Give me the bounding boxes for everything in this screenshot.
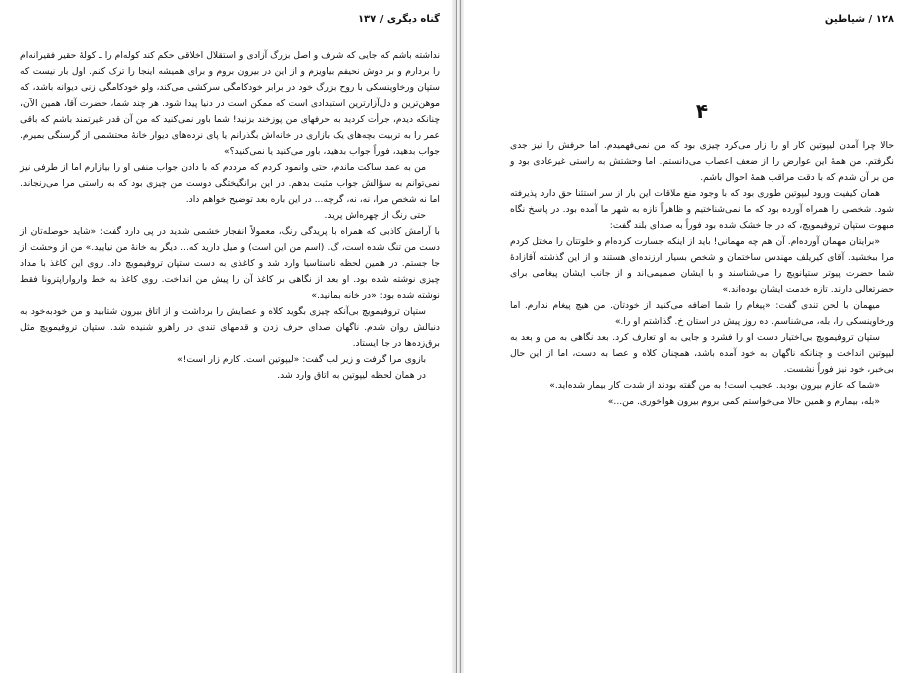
- right-page-running-title: ۱۲۸ / شیاطین: [824, 14, 894, 25]
- left-page-header: [20, 12, 440, 28]
- gutter-line-left: [456, 0, 457, 673]
- paragraph: حالا چرا آمدن لیپوتین کار او را زار می‌کرد چیزی بود که من نمی‌فهمیدم. اما حرفش را نیز جدی نگرفتم. من همهٔ این عوارض را از ضعف اعصاب می‌دانستم. اما وحشتش به راستی غیرعادی بود و من بر آن شدم که با دقت مراقب همهٔ احوال باشم.: [510, 140, 894, 183]
- paragraph: «شما که عازم بیرون بودید. عجیب است! به من گفته بودند از شدت کار بیمار شده‌اید.»: [549, 380, 880, 391]
- paragraph: حتی رنگ از چهره‌اش پرید.: [324, 210, 426, 221]
- left-page-running-title: گناه دیگری / ۱۳۷: [357, 14, 440, 25]
- book-gutter: [452, 0, 464, 673]
- paragraph: در همان لحظه لیپوتین به اتاق وارد شد.: [277, 370, 426, 381]
- paragraph: با آرامش کاذبی که همراه با پریدگی رنگ، معمولاً انفجار خشمی شدید در پی دارد گفت: «شاید حوصله‌تان از دست من تنگ شده است، گ. (اسم من این است) و میل دارید که... دیگر به خانهٔ من نیایید.» من از وحشت از جا جستم. در همین لحظه ناستاسیا وارد شد و کاغذی به دست ستپان تروفیمویچ داد. روی این کاغذ با مداد چیزی نوشته شده بود. او بعد از نگاهی بر کاغذ آن را پیش من انداخت. روی کاغذ به خط وارواراپترونا فقط نوشته شده بود: «در خانه بمانید.»: [20, 226, 440, 301]
- paragraph: بازوی مرا گرفت و زیر لب گفت: «لیپوتین است. کارم زار است!»: [177, 354, 426, 365]
- paragraph: نداشته باشم که جایی که شرف و اصل بزرگ آزادی و استقلال اخلاقی حکم کند کولەام را ـ کولهٔ حقیر فقیرانەام را بردارم و بر دوش نحیفم بیاویزم و از این در بیرون بروم و برای همیشه اینجا را ترک کنم. اول بار نیست که ستپان ورخاوینسکی با روح بزرگ خود در برابر خودکامگی سرکشی می‌کند، ولو خودکامگی زنی دیوانه باشد، که موهن‌ترین و دل‌آزارترین استبدادی است که ممکن است در دنیا پیدا شود. هر چند شما، حضرت آقا، همین الآن، چنانکه دیدم، جرأت کردید به حرفهای من پوزخند بزنید! شما باور نمی‌کنید که من آن قدر غیرتمند باشم که باقی عمر را به تربیت بچه‌های یک بازاری در خانه‌اش بگذرانم یا پای نرده‌های دیوار خانهٔ محتشمی از گرسنگی بمیرم. جواب بدهید، فوراً جواب بدهید، باور می‌کنید یا نمی‌کنید؟»: [20, 50, 440, 157]
- gutter-line-right: [460, 0, 461, 673]
- paragraph: همان کیفیت ورود لیپوتین طوری بود که با وجود منع ملاقات این بار از سر استثنا حق دارد پذیرفته شود. شخصی را همراه آورده بود که ما نمی‌شناختیم و ظاهراً تازه به شهر ما آمده بود. در پاسخ نگاه مبهوت ستپان تروفیمویچ، که در جا خشک شده بود فوراً به صدای بلند گفت:: [510, 188, 894, 231]
- left-page: [0, 0, 452, 673]
- left-page-body: [20, 48, 440, 384]
- paragraph: من به عمد ساکت ماندم، حتی وانمود کردم که مرددم که با دادن جواب منفی او را بیازارم اما از طرفی نیز نمی‌توانم به سؤالش جواب مثبت بدهم. در این برانگیختگی دوست من چیزی بود که به راستی مرا می‌رنجاند. اما نه شخص مرا، نه، نه، گرچه... در این باره بعد توضیح خواهم داد.: [20, 162, 440, 205]
- chapter-number: ۴: [695, 99, 709, 123]
- paragraph: ستپان تروفیمویچ بی‌آنکه چیزی بگوید کلاه و عصایش را برداشت و از اتاق بیرون شتابید و من خودبه‌خود به دنبالش روان شدم. ناگهان صدای حرف زدن و قدمهای تندی در راهرو شنیده شد. ستپان تروفیمویچ مثل برق‌زده‌ها در جا ایستاد.: [20, 306, 440, 349]
- paragraph: میهمان با لحن تندی گفت: «پیغام را شما اضافه می‌کنید از خودتان. من هیچ پیغام ندارم. اما ورخاوینسکی را، بله، می‌شناسم. ده روز پیش در استان خ. گذاشتم او را.»: [510, 300, 894, 327]
- right-page: [464, 0, 908, 673]
- right-page-header: [510, 12, 894, 28]
- paragraph: «برایتان مهمان آورده‌ام. آن هم چه مهمانی! باید از اینکه جسارت کرده‌ام و خلوتتان را مختل کردم مرا ببخشید. آقای کیریلف مهندس ساختمان و شخص بسیار ارزنده‌ای هستند و از این گذشته آقازادهٔ شما حضرت پیوتر ستپانویچ را می‌شناسند و با ایشان صمیمی‌اند و از جانب ایشان پیغامی برای حضرتعالی دارند. تازه خدمت ایشان بوده‌اند.»: [510, 236, 894, 295]
- paragraph: ستپان تروفیمویچ بی‌اختیار دست او را فشرد و جایی به او تعارف کرد. بعد نگاهی به من و بعد به لیپوتین انداخت و چنانکه ناگهان به خود آمده باشد، همچنان کلاه و عصا به دست، اما از این حال بی‌خبر، خود نیز فوراً نشست.: [510, 332, 894, 375]
- paragraph: «بله، بیمارم و همین حالا می‌خواستم کمی بروم بیرون هواخوری. من...»: [607, 396, 880, 407]
- right-page-body: [510, 138, 894, 410]
